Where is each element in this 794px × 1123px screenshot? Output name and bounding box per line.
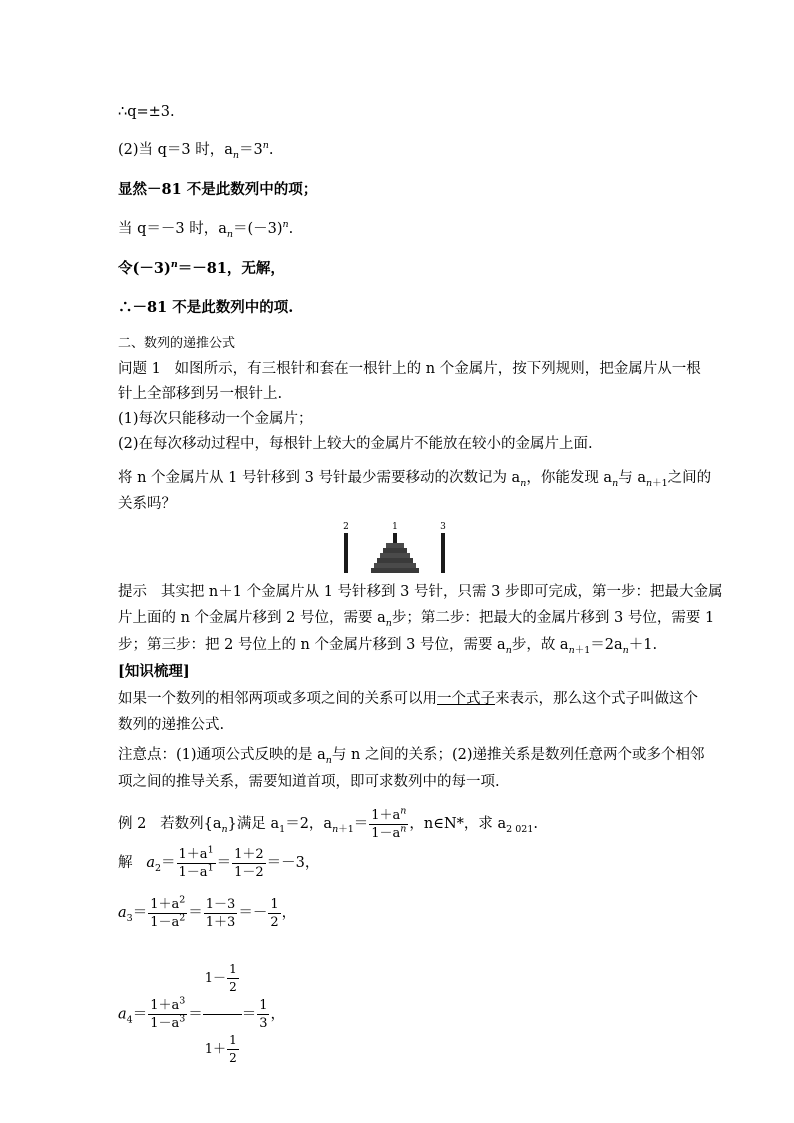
knowledge-line-1: 如果一个数列的相邻两项或多项之间的关系可以用一个式子来表示，那么这个式子叫做这个 bbox=[118, 691, 698, 707]
line-no-solution: 令$(-3)^n=-81$，无解， bbox=[118, 259, 285, 277]
disk-3 bbox=[380, 553, 410, 558]
peg-3 bbox=[441, 533, 445, 573]
knowledge-line-2: 数列的递推公式. bbox=[118, 717, 225, 733]
line-case-q3: (2)当 q＝3 时，$a_n=3^n$. bbox=[118, 140, 274, 161]
line-not-term-1: 显然－81 不是此数列中的项； bbox=[118, 181, 318, 198]
peg-label-1: 1 bbox=[392, 522, 398, 532]
disk-5 bbox=[374, 563, 416, 568]
peg-label-3: 3 bbox=[440, 522, 446, 532]
note-line-1: 注意点：(1)通项公式反映的是 $a_n$与 n 之间的关系；(2)递推关系是数列任意两个或多个相邻 bbox=[118, 747, 705, 766]
hint-line-2: 片上面的 n 个金属片移到 2 号位，需要 $a_n$步；第二步：把最大的金属片移到 3 号位，需要 1 bbox=[118, 610, 715, 629]
rule-2: (2)在每次移动过程中，每根针上较大的金属片不能放在较小的金属片上面. bbox=[118, 436, 593, 452]
question-line-2: 针上全部移到另一根针上. bbox=[118, 386, 283, 402]
peg-2 bbox=[344, 533, 348, 573]
line-q-value: ∴q=±3. bbox=[118, 104, 175, 120]
complex-fraction: 1－ $\frac{1}{2}$ 1＋ $\frac{1}{2}$ bbox=[203, 944, 242, 1085]
disk-2 bbox=[383, 548, 407, 553]
section-title: 二、数列的递推公式 bbox=[118, 336, 236, 351]
peg-label-2: 2 bbox=[343, 522, 349, 532]
hint-line-3: 步；第三步：把 2 号位上的 n 个金属片移到 3 号位，需要 $a_n$步，故 $a_{n+1}=2a_n+1$. bbox=[118, 637, 658, 656]
solution-a2: 解 $a_2=$ $\frac{1+a^1}{1-a^1}$ ＝ $\frac{1+2}{1-2}$ ＝－3， bbox=[118, 844, 320, 880]
rule-1: (1)每次只能移动一个金属片； bbox=[118, 411, 313, 427]
hint-line-1: 提示 其实把 n＋1 个金属片从 1 号针移到 3 号针，只需 3 步即可完成，第一步：把最大金属 bbox=[118, 584, 723, 600]
solution-a4: $a_4=$ $\frac{1+a^3}{1-a^3}$ ＝ 1－ $\frac{1}{2}$ 1＋ $\frac{1}{2}$ ＝ $\frac{1}{3}$ ， bbox=[118, 944, 285, 1085]
question-ask-line-2: 关系吗？ bbox=[118, 496, 176, 512]
line-case-qminus3: 当 q＝－3 时，$a_n=(-3)^n$. bbox=[118, 219, 294, 240]
line-not-term-2: ∴－81 不是此数列中的项. bbox=[118, 299, 294, 316]
hanoi-figure bbox=[336, 520, 456, 575]
solution-a3: $a_3=$ $\frac{1+a^2}{1-a^2}$ ＝ $\frac{1-3}{1+3}$ ＝－ $\frac{1}{2}$ ， bbox=[118, 894, 297, 930]
example-2: 例 2 若数列$\{a_n\}$满足 $a_1=2$，$a_{n+1}=$ $\frac{1+a^n}{1-a^n}$ ，n∈N*，求 $a_{2 021}$. bbox=[118, 805, 538, 841]
example-fraction: $\frac{1+a^n}{1-a^n}$ bbox=[371, 805, 407, 841]
disk-1 bbox=[386, 543, 404, 548]
question-line-1: 问题 1 如图所示，有三根针和套在一根针上的 n 个金属片，按下列规则，把金属片从一根 bbox=[118, 361, 701, 377]
question-ask-line-1: 将 n 个金属片从 1 号针移到 3 号针最少需要移动的次数记为 $a_n$，你能发现 $a_n$与 $a_{n+1}$之间的 bbox=[118, 470, 712, 489]
note-line-2: 项之间的推导关系，需要知道首项，即可求数列中的每一项. bbox=[118, 774, 500, 790]
knowledge-title: [知识梳理] bbox=[118, 663, 190, 680]
disk-4 bbox=[377, 558, 413, 563]
disk-6 bbox=[371, 568, 419, 573]
